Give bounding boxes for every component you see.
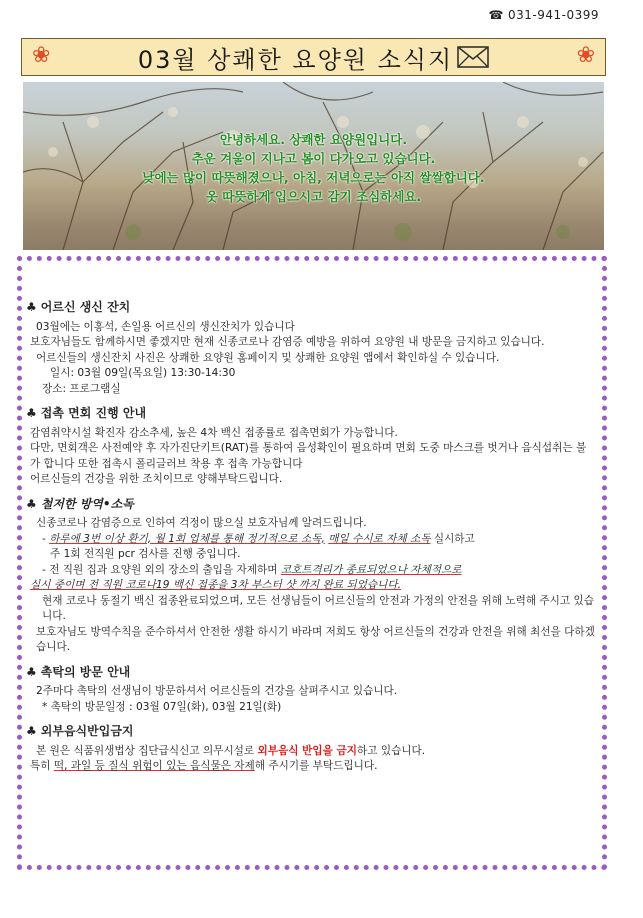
paragraph: 다만, 면회객은 사전예약 후 자가진단키트(RAT)를 통하여 음성확인이 필요하며 면회 도중 마스크를 벗거나 음식섭취는 불가 합니다 또한 접촉시 폴리글러브 착용 후 접촉 가능합니다 [30,442,587,470]
event-date: 일시: 03월 09일(목요일) 13:30-14:30 [50,367,236,379]
club-icon: ♣ [26,496,37,511]
paragraph: 현재 코로나 동절기 백신 접종완료되었으며, 모든 선생님들이 어르신들의 안전과 가정의 안전을 위해 노력해 주시고 있습니다. [42,594,594,622]
flower-icon: ❀ [32,43,51,68]
spring-banner-image [23,82,604,250]
paragraph: 어르신들의 건강을 위한 조치이므로 양해부탁드립니다. [30,473,283,485]
paragraph: - 하루에 3번 이상 환기, 월 1회 업체를 통해 정기적으로 소독, 매일 수시로 자체 소독 실시하고 [42,532,475,545]
paragraph: 특히 떡, 과일 등 질식 위험이 있는 음식물은 자제해 주시기를 부탁드립니다. [30,760,378,772]
club-icon: ♣ [26,724,37,738]
flower-icon: ❀ [576,43,595,68]
envelope-icon [457,46,489,68]
paragraph: 주 1회 전직원 pcr 검사를 진행 중입니다. [50,548,241,560]
club-icon: ♣ [26,664,37,679]
section-title: ♣ 촉탁의 방문 안내 [26,664,131,679]
paragraph: * 촉탁의 방문일정 : 03월 07일(화), 03월 21일(화) [42,700,282,713]
banner-line: 추운 겨울이 지나고 봄이 다가오고 있습니다. [191,151,436,166]
banner-greeting [23,130,604,206]
section-food [26,724,595,775]
banner-line: 낮에는 많이 따뜻해졌으나, 아침, 저녁으로는 아직 쌀쌀합니다. [142,170,485,185]
phone-text: 031-941-0399 [507,8,599,22]
section-doctor [26,664,595,716]
section-title: ♣ 외부음식반입금지 [26,724,134,738]
paragraph: 보호자님들도 함께하시면 좋겠지만 현재 신종코로나 감염증 예방을 위하여 요양원 내 방문을 금지하고 있습니다. [30,336,545,348]
section-title: ♣ 어르신 생신 잔치 [26,300,131,314]
section-title: ♣ 철저한 방역•소독 [26,496,134,511]
paragraph: - 전 직원 집과 요양원 외의 장소의 출입을 자제하며 코호트격리가 종료되었으나 자체적으로 [42,563,462,576]
newsletter-content [26,300,595,784]
section-disinfect [26,496,595,656]
paragraph: 감염취약시설 확진자 감소추세, 높은 4차 백신 접종률로 접촉면회가 가능합니다. [30,426,398,439]
section-visit [26,406,595,488]
phone-icon: ☎ [488,8,504,22]
banner-line: 안녕하세요. 상쾌한 요양원입니다. [219,132,408,147]
newsletter-title-bar [21,38,606,76]
club-icon: ♣ [26,406,37,420]
club-icon: ♣ [26,300,37,314]
paragraph: 보호자님도 방역수칙을 준수하셔서 안전한 생활 하시기 바라며 저희도 항상 어르신들의 건강과 안전을 위해 최선을 다하겠습니다. [36,625,595,653]
banner-line: 옷 따뜻하게 입으시고 감기 조심하세요. [205,189,422,204]
paragraph: 신종코로나 감염증으로 인하여 걱정이 많으실 보호자님께 알려드립니다. [36,517,367,529]
paragraph: 실시 중이며 전 직원 코로나19 백신 접종을 3차 부스터 샷 까지 완료 되었습니다. [30,579,402,591]
phone-number [489,8,599,22]
event-place: 장소: 프로그램실 [42,382,121,395]
paragraph: 본 원은 식품위생법상 집단급식신고 의무시설로 외부음식 반입을 금지하고 있습니다. [36,744,426,757]
section-birthday [26,300,595,397]
section-title: ♣ 접촉 면회 진행 안내 [26,406,147,420]
page-title: 03월 상쾌한 요양원 소식지 [137,45,454,74]
paragraph: 어르신들의 생신잔치 사진은 상쾌한 요양원 홈페이지 및 상쾌한 요양원 앱에서 확인하실 수 있습니다. [36,351,500,364]
paragraph: 03월에는 이홍석, 손일용 어르신의 생신잔치가 있습니다 [36,320,295,333]
paragraph: 2주마다 촉탁의 선생님이 방문하셔서 어르신들의 건강을 살펴주시고 있습니다. [36,685,398,697]
